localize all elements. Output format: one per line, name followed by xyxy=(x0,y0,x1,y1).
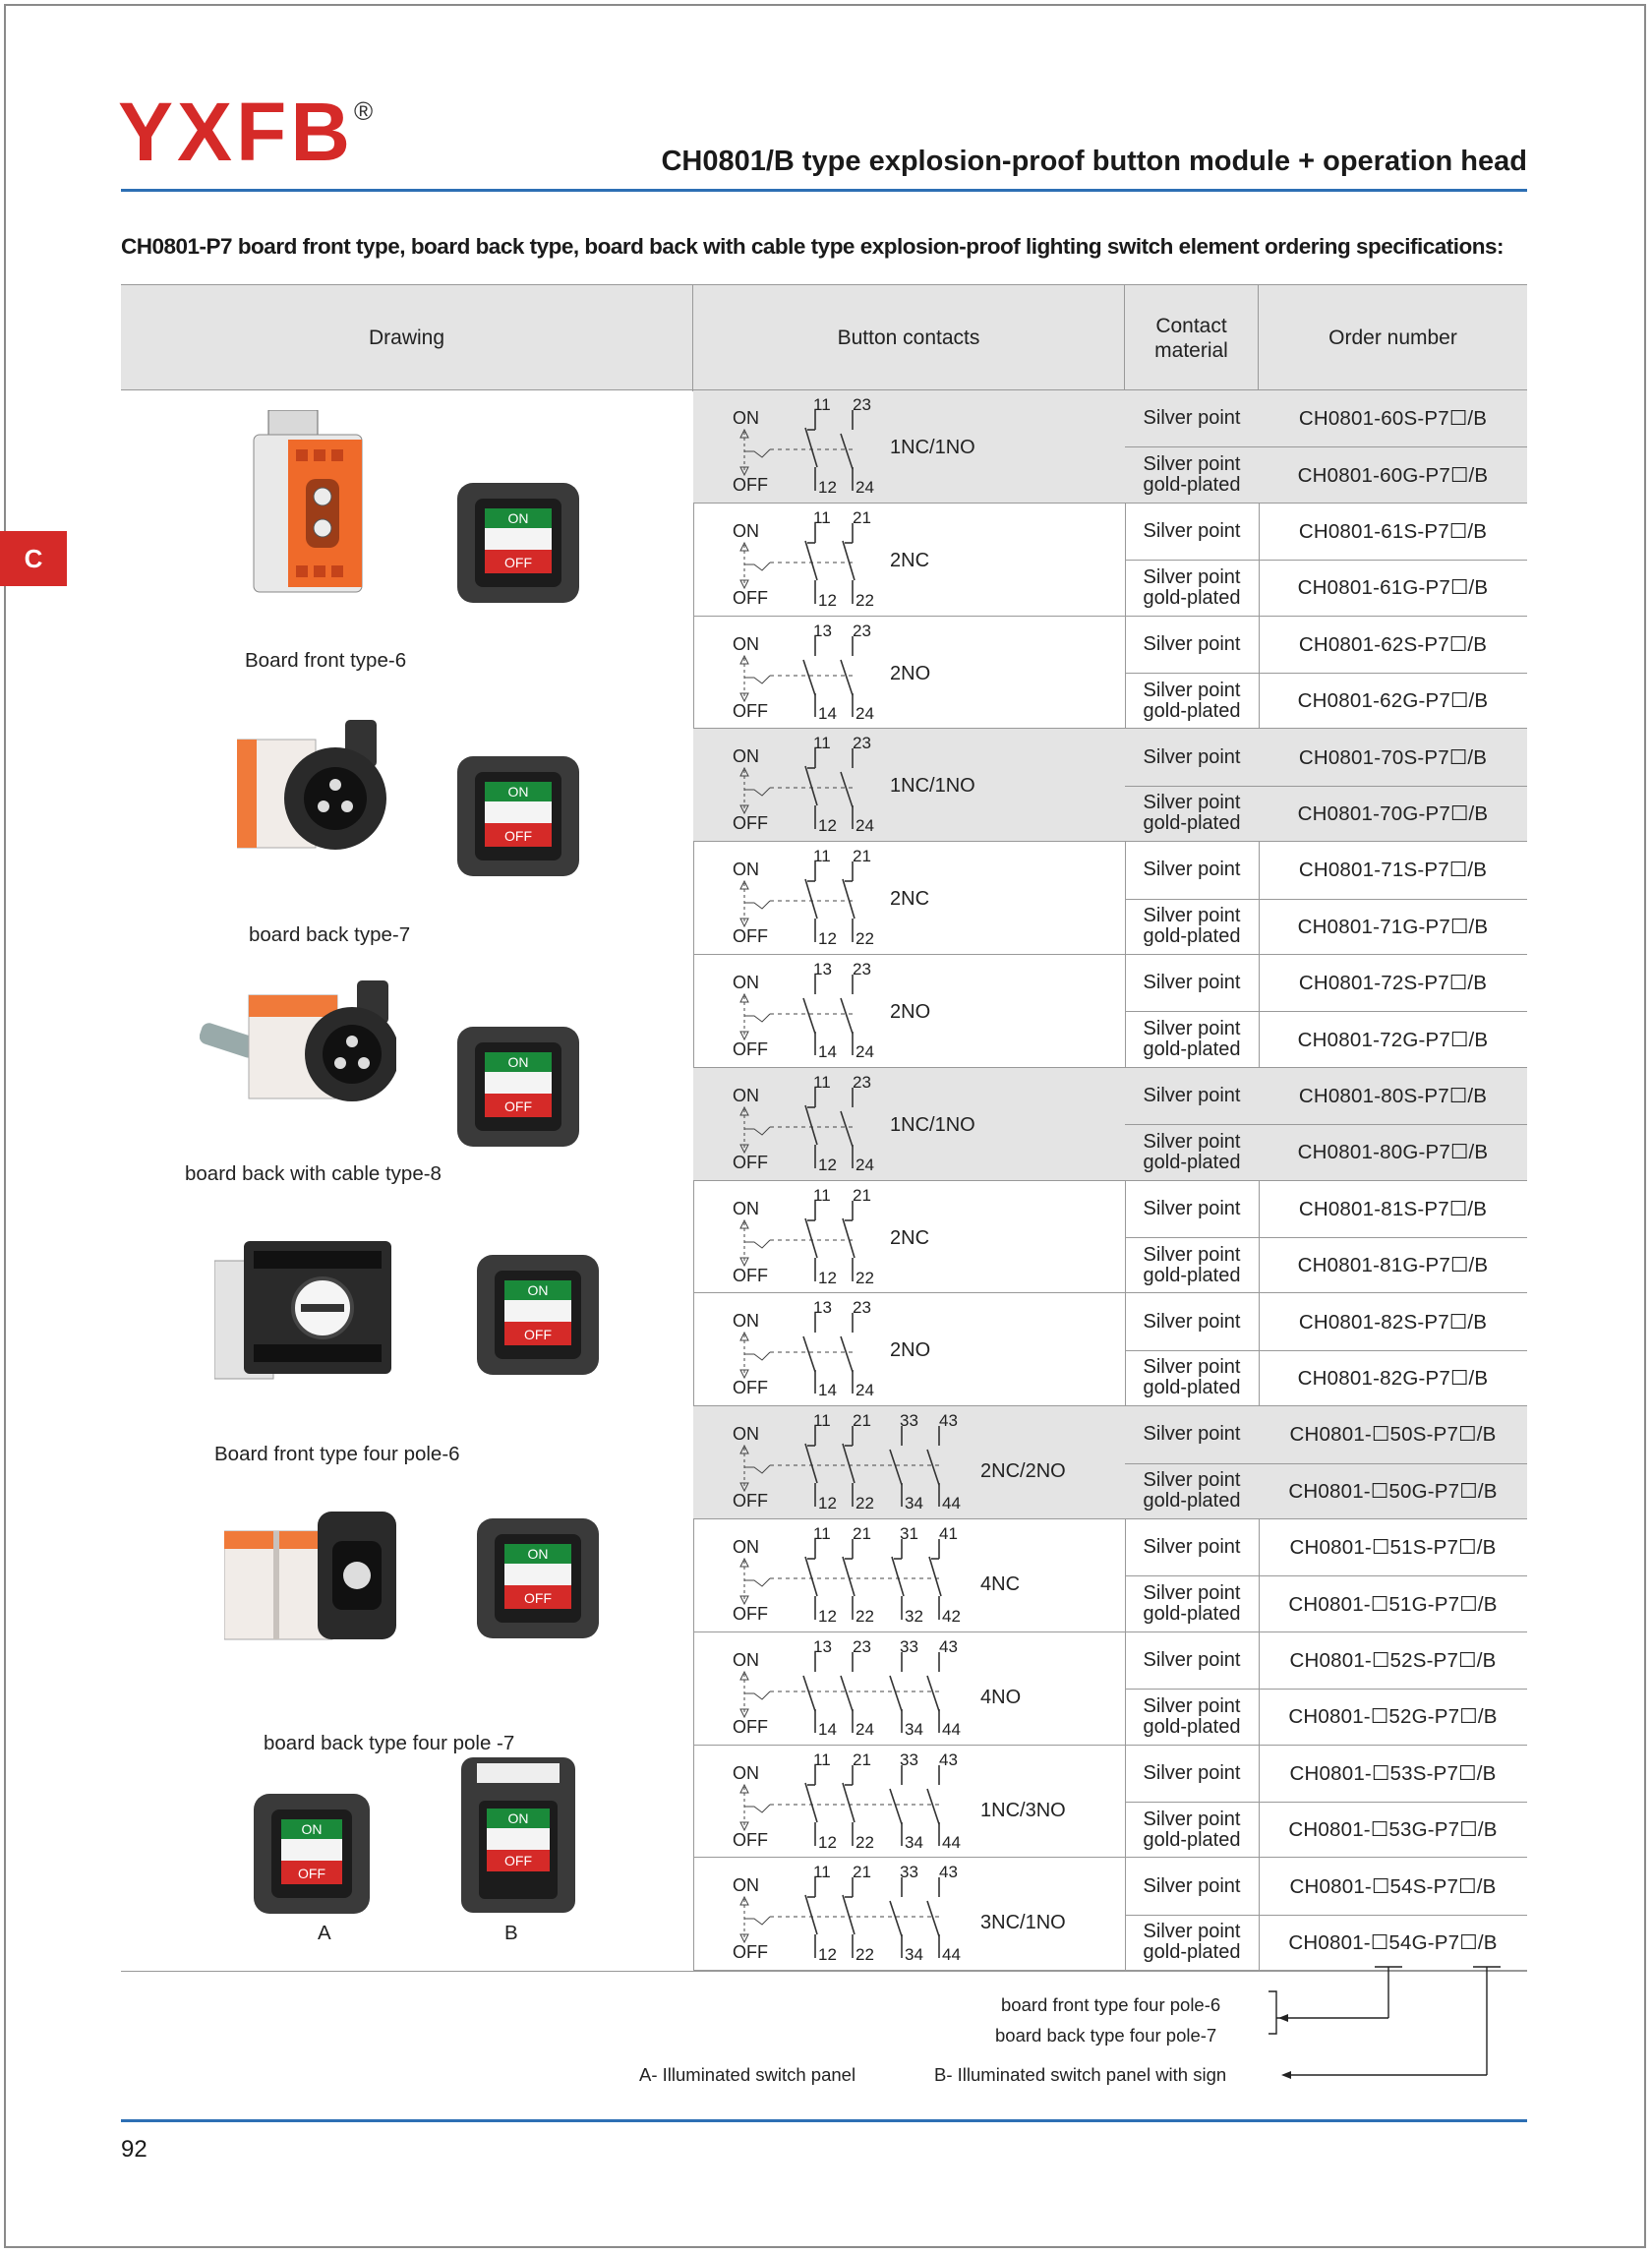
legend-panel-b: B- Illuminated switch panel with sign xyxy=(934,2064,1227,2085)
caption-board-back-7: board back type-7 xyxy=(249,923,411,946)
contact-material-cell: Silver point xyxy=(1143,1648,1241,1671)
terminal-number-top: 23 xyxy=(853,395,871,414)
contact-material-cell: Silver point gold-plated xyxy=(1143,792,1241,835)
terminal-number-top: 43 xyxy=(939,1750,958,1769)
contact-config-label: 2NC xyxy=(890,888,930,911)
off-label: OFF xyxy=(733,1265,768,1285)
contact-config-label: 2NC xyxy=(890,1226,930,1249)
terminal-number-bottom: 22 xyxy=(856,590,874,610)
terminal-number-bottom: 12 xyxy=(818,816,837,836)
on-label: ON xyxy=(733,1198,759,1218)
terminal-number-top: 23 xyxy=(853,621,871,640)
terminal-number-top: 33 xyxy=(900,1411,918,1431)
terminal-number-top: 41 xyxy=(939,1524,958,1543)
contact-material-cell: Silver point xyxy=(1143,407,1241,430)
terminal-number-top: 31 xyxy=(900,1524,918,1543)
panel-on-label: ON xyxy=(301,1821,323,1837)
on-label: ON xyxy=(733,408,759,428)
caption-panel-b: B xyxy=(504,1922,518,1944)
contact-material-cell: Silver point gold-plated xyxy=(1143,1694,1241,1738)
panel-off-label: OFF xyxy=(298,1866,325,1881)
terminal-number-bottom: 24 xyxy=(856,1719,874,1739)
terminal-number-bottom: 14 xyxy=(818,1042,837,1061)
order-number-cell: CH0801-☐52S-P7☐/B xyxy=(1289,1648,1497,1672)
terminal-number-top: 21 xyxy=(853,847,871,866)
terminal-number-top: 11 xyxy=(813,507,831,527)
order-number-cell: CH0801-61S-P7☐/B xyxy=(1298,519,1488,543)
contact-material-cell: Silver point gold-plated xyxy=(1143,1582,1241,1626)
order-number-cell: CH0801-☐51S-P7☐/B xyxy=(1289,1536,1497,1560)
contact-config-label: 2NO xyxy=(890,1001,931,1023)
panel-off-label: OFF xyxy=(504,555,532,570)
terminal-number-bottom: 22 xyxy=(856,1494,874,1513)
brand-logo: YXFB xyxy=(118,86,355,178)
panel-off-label: OFF xyxy=(504,1098,532,1114)
terminal-number-bottom: 12 xyxy=(818,929,837,949)
order-number-cell: CH0801-☐50G-P7☐/B xyxy=(1288,1479,1498,1503)
terminal-number-top: 11 xyxy=(813,395,831,414)
terminal-number-bottom: 44 xyxy=(942,1832,961,1852)
registered-mark: ® xyxy=(354,96,374,126)
on-label: ON xyxy=(733,1424,759,1445)
terminal-number-top: 11 xyxy=(813,1524,831,1543)
off-label: OFF xyxy=(733,587,768,608)
contact-config-label: 3NC/1NO xyxy=(980,1912,1066,1934)
caption-board-front-four-pole-6: Board front type four pole-6 xyxy=(214,1443,460,1465)
contact-material-cell: Silver point gold-plated xyxy=(1143,1018,1241,1061)
order-number-cell: CH0801-80S-P7☐/B xyxy=(1298,1084,1488,1107)
contact-material-cell: Silver point xyxy=(1143,1536,1241,1559)
section-subtitle: CH0801-P7 board front type, board back type, board back with cable type explosion-proof lighting switch element ordering specifications: xyxy=(121,234,1504,259)
order-number-cell: CH0801-61G-P7☐/B xyxy=(1297,576,1489,600)
on-label: ON xyxy=(733,860,759,880)
terminal-number-top: 43 xyxy=(939,1863,958,1882)
terminal-number-bottom: 12 xyxy=(818,478,837,497)
terminal-number-bottom: 12 xyxy=(818,590,837,610)
page-number: 92 xyxy=(121,2136,148,2163)
header-button-contacts: Button contacts xyxy=(693,285,1125,391)
off-label: OFF xyxy=(733,1039,768,1059)
order-number-cell: CH0801-☐54G-P7☐/B xyxy=(1288,1930,1498,1954)
contact-material-cell: Silver point gold-plated xyxy=(1143,905,1241,948)
terminal-number-top: 21 xyxy=(853,507,871,527)
terminal-number-bottom: 22 xyxy=(856,929,874,949)
terminal-number-top: 11 xyxy=(813,1863,831,1882)
off-label: OFF xyxy=(733,926,768,947)
header-order-number: Order number xyxy=(1328,326,1457,350)
terminal-number-bottom: 24 xyxy=(856,1042,874,1061)
on-label: ON xyxy=(733,1649,759,1670)
contact-material-cell: Silver point gold-plated xyxy=(1143,565,1241,609)
order-number-cell: CH0801-70S-P7☐/B xyxy=(1298,745,1488,769)
panel-off-label: OFF xyxy=(524,1590,552,1606)
contact-config-label: 1NC/1NO xyxy=(890,775,975,798)
terminal-number-bottom: 12 xyxy=(818,1268,837,1287)
contact-material-cell: Silver point xyxy=(1143,1423,1241,1446)
terminal-number-bottom: 44 xyxy=(942,1719,961,1739)
panel-on-label: ON xyxy=(527,1546,549,1562)
contact-config-label: 2NO xyxy=(890,662,931,684)
order-number-cell: CH0801-60G-P7☐/B xyxy=(1297,463,1489,487)
terminal-number-top: 11 xyxy=(813,1411,831,1431)
header-contact-material: Contact material xyxy=(1125,285,1259,391)
contact-material-cell: Silver point gold-plated xyxy=(1143,1808,1241,1851)
terminal-number-top: 43 xyxy=(939,1636,958,1656)
order-number-cell: CH0801-82S-P7☐/B xyxy=(1298,1310,1488,1334)
off-label: OFF xyxy=(733,1378,768,1398)
contact-material-cell: Silver point gold-plated xyxy=(1143,1921,1241,1964)
terminal-number-top: 11 xyxy=(813,1185,831,1205)
terminal-number-top: 11 xyxy=(813,1750,831,1769)
terminal-number-bottom: 44 xyxy=(942,1494,961,1513)
terminal-number-top: 21 xyxy=(853,1750,871,1769)
panel-off-label: OFF xyxy=(504,1853,532,1868)
terminal-number-bottom: 12 xyxy=(818,1607,837,1626)
terminal-number-top: 21 xyxy=(853,1185,871,1205)
terminal-number-bottom: 14 xyxy=(818,703,837,723)
terminal-number-top: 13 xyxy=(813,1298,832,1318)
terminal-number-bottom: 34 xyxy=(905,1945,923,1965)
off-label: OFF xyxy=(733,475,768,495)
contact-config-label: 4NO xyxy=(980,1686,1022,1708)
terminal-number-bottom: 12 xyxy=(818,1155,837,1174)
contact-config-label: 1NC/1NO xyxy=(890,437,975,458)
terminal-number-bottom: 24 xyxy=(856,1381,874,1400)
terminal-number-bottom: 12 xyxy=(818,1832,837,1852)
order-number-cell: CH0801-82G-P7☐/B xyxy=(1297,1366,1489,1390)
order-number-cell: CH0801-62S-P7☐/B xyxy=(1298,632,1488,656)
terminal-number-bottom: 34 xyxy=(905,1832,923,1852)
contact-material-cell: Silver point xyxy=(1143,1084,1241,1106)
caption-panel-a: A xyxy=(318,1922,331,1944)
terminal-number-bottom: 22 xyxy=(856,1945,874,1965)
order-number-cell: CH0801-72S-P7☐/B xyxy=(1298,972,1488,995)
caption-board-back-cable-8: board back with cable type-8 xyxy=(185,1162,442,1185)
contact-material-cell: Silver point xyxy=(1143,859,1241,881)
on-label: ON xyxy=(733,520,759,541)
order-number-cell: CH0801-☐51G-P7☐/B xyxy=(1288,1592,1498,1616)
contact-material-cell: Silver point xyxy=(1143,1197,1241,1219)
on-label: ON xyxy=(733,1311,759,1332)
off-label: OFF xyxy=(733,1604,768,1624)
terminal-number-top: 23 xyxy=(853,1636,871,1656)
footer-rule xyxy=(121,2119,1527,2122)
terminal-number-top: 13 xyxy=(813,1636,832,1656)
terminal-number-top: 11 xyxy=(813,734,831,753)
off-label: OFF xyxy=(733,1152,768,1172)
contact-config-label: 1NC/1NO xyxy=(890,1113,975,1136)
terminal-number-bottom: 22 xyxy=(856,1607,874,1626)
terminal-number-top: 21 xyxy=(853,1863,871,1882)
contact-material-cell: Silver point xyxy=(1143,745,1241,768)
terminal-number-top: 13 xyxy=(813,960,832,979)
terminal-number-bottom: 32 xyxy=(905,1607,923,1626)
contact-material-cell: Silver point gold-plated xyxy=(1143,679,1241,722)
contact-material-cell: Silver point gold-plated xyxy=(1143,1130,1241,1173)
order-number-cell: CH0801-☐50S-P7☐/B xyxy=(1289,1423,1497,1447)
terminal-number-top: 21 xyxy=(853,1524,871,1543)
off-label: OFF xyxy=(733,1491,768,1512)
off-label: OFF xyxy=(733,1942,768,1963)
caption-board-front-6: Board front type-6 xyxy=(245,649,407,672)
contact-material-cell: Silver point gold-plated xyxy=(1143,1356,1241,1399)
panel-off-label: OFF xyxy=(524,1327,552,1342)
contact-material-cell: Silver point xyxy=(1143,1310,1241,1333)
legend-four-pole-back: board back type four pole-7 xyxy=(995,2025,1217,2046)
terminal-number-top: 33 xyxy=(900,1636,918,1656)
order-number-cell: CH0801-☐53G-P7☐/B xyxy=(1288,1818,1498,1842)
terminal-number-bottom: 34 xyxy=(905,1719,923,1739)
order-number-cell: CH0801-81G-P7☐/B xyxy=(1297,1254,1489,1277)
caption-board-back-four-pole-7: board back type four pole -7 xyxy=(264,1732,515,1754)
terminal-number-bottom: 24 xyxy=(856,703,874,723)
order-number-cell: CH0801-71G-P7☐/B xyxy=(1297,915,1489,938)
contact-material-cell: Silver point gold-plated xyxy=(1143,1469,1241,1513)
contact-material-cell: Silver point gold-plated xyxy=(1143,1243,1241,1286)
page-title: CH0801/B type explosion-proof button module + operation head xyxy=(661,146,1527,177)
terminal-number-top: 23 xyxy=(853,734,871,753)
on-label: ON xyxy=(733,746,759,767)
legend-four-pole-front: board front type four pole-6 xyxy=(1001,1994,1221,2015)
contact-material-cell: Silver point gold-plated xyxy=(1143,453,1241,497)
header-drawing: Drawing xyxy=(121,285,693,391)
off-label: OFF xyxy=(733,700,768,721)
contact-material-cell: Silver point xyxy=(1143,632,1241,655)
panel-on-label: ON xyxy=(507,1810,529,1826)
off-label: OFF xyxy=(733,1716,768,1737)
on-label: ON xyxy=(733,973,759,992)
contact-config-label: 2NO xyxy=(890,1339,931,1362)
contact-config-label: 2NC xyxy=(890,549,930,571)
terminal-number-bottom: 12 xyxy=(818,1945,837,1965)
panel-on-label: ON xyxy=(507,784,529,800)
terminal-number-bottom: 24 xyxy=(856,1155,874,1174)
on-label: ON xyxy=(733,633,759,654)
panel-on-label: ON xyxy=(507,510,529,526)
contact-material-cell: Silver point xyxy=(1143,1761,1241,1784)
order-number-cell: CH0801-☐53S-P7☐/B xyxy=(1289,1761,1497,1785)
order-number-cell: CH0801-72G-P7☐/B xyxy=(1297,1028,1489,1051)
contact-config-label: 4NC xyxy=(980,1573,1021,1595)
terminal-number-bottom: 14 xyxy=(818,1719,837,1739)
terminal-number-bottom: 14 xyxy=(818,1381,837,1400)
order-number-cell: CH0801-70G-P7☐/B xyxy=(1297,801,1489,825)
terminal-number-top: 43 xyxy=(939,1411,958,1431)
on-label: ON xyxy=(733,1875,759,1896)
contact-material-cell: Silver point xyxy=(1143,1874,1241,1897)
panel-on-label: ON xyxy=(527,1282,549,1298)
terminal-number-top: 11 xyxy=(813,847,831,866)
contact-material-cell: Silver point xyxy=(1143,972,1241,994)
terminal-number-bottom: 34 xyxy=(905,1494,923,1513)
terminal-number-top: 23 xyxy=(853,1072,871,1092)
off-label: OFF xyxy=(733,1829,768,1850)
legend-panel-a: A- Illuminated switch panel xyxy=(639,2064,856,2085)
terminal-number-bottom: 42 xyxy=(942,1607,961,1626)
contact-config-label: 2NC/2NO xyxy=(980,1460,1066,1483)
terminal-number-bottom: 22 xyxy=(856,1832,874,1852)
terminal-number-bottom: 22 xyxy=(856,1268,874,1287)
order-number-cell: CH0801-☐54S-P7☐/B xyxy=(1289,1874,1497,1898)
on-label: ON xyxy=(733,1762,759,1783)
order-number-cell: CH0801-80G-P7☐/B xyxy=(1297,1141,1489,1164)
terminal-number-top: 11 xyxy=(813,1072,831,1092)
terminal-number-top: 33 xyxy=(900,1863,918,1882)
on-label: ON xyxy=(733,1537,759,1557)
terminal-number-bottom: 12 xyxy=(818,1494,837,1513)
terminal-number-top: 23 xyxy=(853,1298,871,1318)
terminal-number-top: 33 xyxy=(900,1750,918,1769)
order-number-cell: CH0801-60S-P7☐/B xyxy=(1298,407,1488,431)
terminal-number-bottom: 44 xyxy=(942,1945,961,1965)
terminal-number-top: 13 xyxy=(813,621,832,640)
terminal-number-top: 21 xyxy=(853,1411,871,1431)
contact-config-label: 1NC/3NO xyxy=(980,1799,1066,1821)
on-label: ON xyxy=(733,1085,759,1105)
contact-material-cell: Silver point xyxy=(1143,519,1241,542)
chapter-tab[interactable]: C xyxy=(0,531,67,586)
order-number-cell: CH0801-☐52G-P7☐/B xyxy=(1288,1705,1498,1729)
order-number-cell: CH0801-62G-P7☐/B xyxy=(1297,689,1489,713)
terminal-number-bottom: 24 xyxy=(856,816,874,836)
terminal-number-bottom: 24 xyxy=(856,478,874,497)
panel-off-label: OFF xyxy=(504,828,532,844)
order-number-cell: CH0801-71S-P7☐/B xyxy=(1298,859,1488,882)
terminal-number-top: 23 xyxy=(853,960,871,979)
order-number-cell: CH0801-81S-P7☐/B xyxy=(1298,1197,1488,1220)
panel-on-label: ON xyxy=(507,1054,529,1070)
off-label: OFF xyxy=(733,813,768,834)
